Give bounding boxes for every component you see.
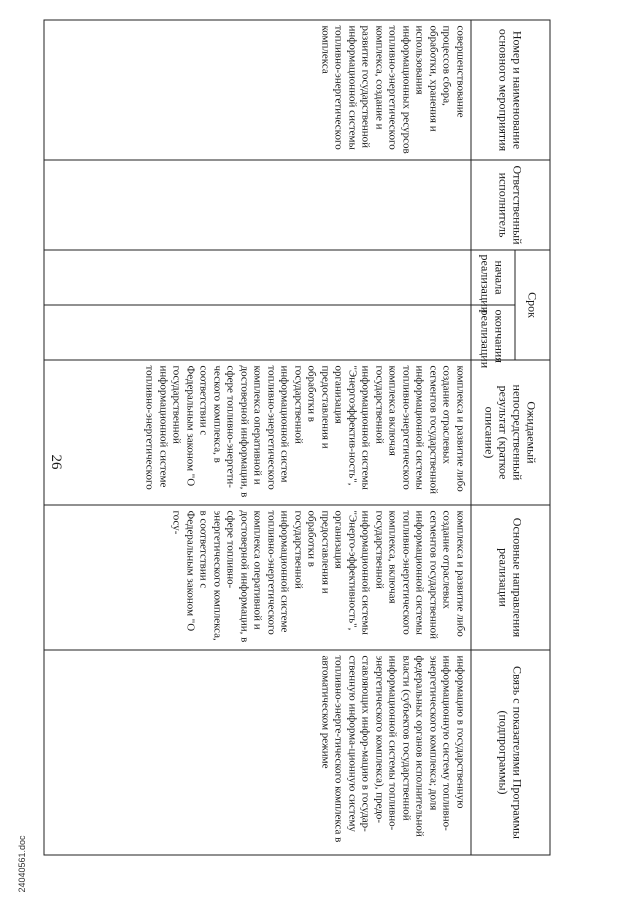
header-executor: Ответственный исполнитель: [471, 160, 550, 250]
document-id: 24040561.doc: [17, 835, 27, 893]
header-term: Срок: [514, 250, 549, 360]
header-expected-result: Ожидаемый непосредственный результат (краткое описание): [471, 360, 550, 505]
cell-expected-result-text: комплекса и развитие либо создание отраслевых сегментов государственной информационной системы топливно-энергетического комплекса включая государственной информационной системы "Энергоэффектив-ность", организация предоставления и обработки в государственной информационной систем топливно-энергетического комплекса оперативной и достоверной информации, в сфере топливно-энергети-ческого комплекса, в соответствии с Федеральным законом "О государственной информационной системе топливно-энергетического: [143, 365, 466, 498]
cell-number-name: [44, 20, 471, 160]
cell-program-link: [44, 650, 471, 855]
header-program-link: Связь с показателями Программы (подпрограммы): [471, 650, 550, 855]
rotated-table-wrapper: [50, 20, 550, 855]
measures-table: [43, 20, 550, 856]
table-row: [44, 20, 471, 855]
cell-term-end: [44, 305, 471, 360]
cell-executor: [44, 160, 471, 250]
cell-term-start: [44, 250, 471, 305]
cell-main-directions-text: комплекса и развитие либо создание отраслевых сегментов государственной информационной системы топливно-энергетического комплекса, включая государственной информационной системы "Энерго-эффективность", организация предоставления и обработки в государственной информационной системе топливно-энергетического комплекса оперативной и достоверной информации, в сфере топливно-энергетического комплекса, в соответствии с Федеральным законом "О госу-: [170, 510, 466, 643]
header-main-directions: Основные направления реализации: [471, 505, 550, 650]
cell-program-link-text: информацию в государственную информационную систему топливно-энергетического комплекса; доля федеральных органов исполнительной власти (субъектов государственной информационной системы топливно-энергетического комплекса), предо-ставляющих инфор-мацию в государ-ственную информа-ционную систему топливно-энерге-тического комплекса в автоматическом режиме: [319, 655, 466, 843]
cell-main-directions: [44, 505, 471, 650]
cell-expected-result: [44, 360, 471, 505]
cell-number-name-text: совершенствование процессов сбора, обработки, хранения и использования информационных ресурсов топливно-энергетического комплекса, создание и развитие государственной информационной системы топливно-энергетического комплекса: [319, 25, 466, 154]
header-term-start: начала реализации: [471, 250, 515, 305]
header-term-end: окончания реализации: [471, 305, 515, 360]
page-number: 26: [48, 454, 64, 470]
header-number-name: Номер и наименование основного мероприятия: [471, 20, 550, 160]
